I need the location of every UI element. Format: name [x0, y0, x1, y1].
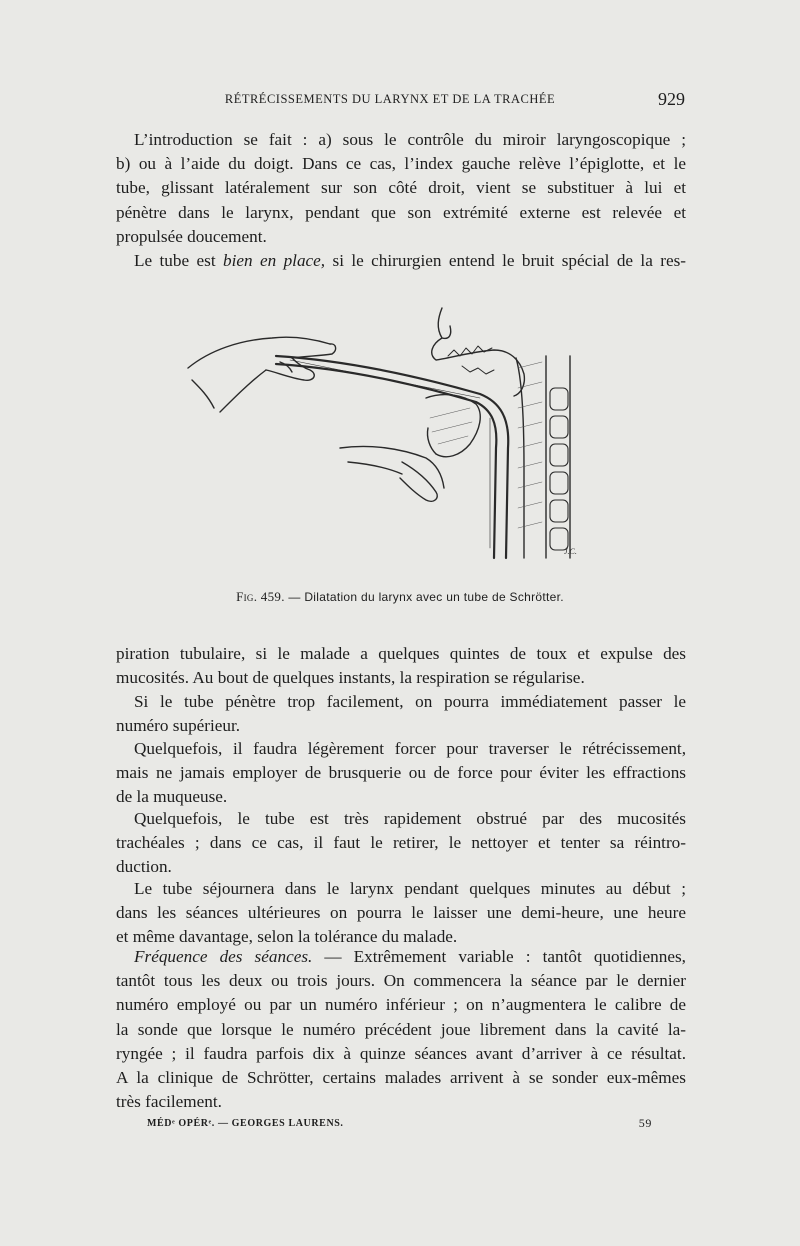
text-line: et même davantage, selon la tolérance du malade.	[116, 927, 458, 947]
text-line: Si le tube pénètre trop facilement, on pourra immédiatement passer le	[134, 692, 686, 711]
text-line: très facilement.	[116, 1092, 222, 1112]
italic-run: Fréquence des séances.	[134, 947, 313, 966]
text-line: trachéales ; dans ce cas, il faut le retirer, le nettoyer et tenter sa réintro-	[116, 833, 686, 853]
figure-label: Fig. 459.	[236, 589, 285, 604]
text-line: mais ne jamais employer de brusquerie ou de force pour éviter les effractions	[116, 763, 686, 783]
text-line: ryngée ; il faudra parfois dix à quinze séances avant d’arriver à ce résultat.	[116, 1043, 686, 1063]
page-number: 929	[658, 89, 685, 109]
text-line: Quelquefois, il faudra légèrement forcer pour traverser le rétrécissement,	[134, 739, 686, 758]
text-line	[116, 945, 686, 969]
text-line: mucosités. Au bout de quelques instants, la respiration se régularise.	[116, 668, 585, 688]
paragraph-duration	[116, 877, 686, 950]
italic-run: bien en place,	[222, 251, 326, 270]
paragraph-obstruction	[116, 807, 686, 880]
text-line: tube, glissant latéralement sur son côté droit, vient se substituer à lui et	[116, 178, 686, 198]
text-run: Le tube est	[134, 251, 223, 270]
figure-caption-text: — Dilatation du larynx avec un tube de Schrötter.	[284, 590, 564, 604]
paragraph-tube-in-place	[116, 249, 686, 273]
text-run: si le chirurgien entend le bruit spécial de la res-	[325, 251, 686, 270]
text-line: numéro supérieur.	[116, 716, 241, 736]
text-line	[116, 249, 686, 273]
running-title: RÉTRÉCISSEMENTS DU LARYNX ET DE LA TRACHÉE	[224, 92, 556, 106]
footer-author: MÉDᵉ OPÉRᵉ. — GEORGES LAURENS.	[147, 1118, 344, 1129]
text-line: de la muqueuse.	[116, 787, 228, 807]
figure-caption	[0, 589, 800, 605]
text-line: dans les séances ultérieures on pourra le laisser une demi-heure, une heure	[116, 903, 686, 923]
text-line: pénètre dans le larynx, pendant que son extrémité externe est relevée et	[116, 202, 686, 222]
paragraph-easy-pass	[116, 690, 686, 738]
signature-mark: 59	[638, 1116, 652, 1130]
paragraph-frequency	[116, 945, 686, 1114]
text-line: piration tubulaire, si le malade a quelques quintes de toux et expulse des	[116, 644, 686, 663]
text-line: propulsée doucement.	[116, 226, 267, 246]
text-line: b) ou à l’aide du doigt. Dans ce cas, l’index gauche relève l’épiglotte, et le	[116, 154, 686, 174]
text-line: A la clinique de Schrötter, certains malades arrivent à se sonder eux-mêmes	[116, 1068, 686, 1088]
paragraph-respiration	[116, 642, 686, 690]
figure-illustration	[180, 298, 600, 560]
figure-signature: J.C.	[564, 547, 577, 556]
text-line: Le tube séjournera dans le larynx pendant quelques minutes au début ;	[134, 879, 686, 898]
text-line: duction.	[116, 857, 172, 877]
text-line: numéro employé ou par un numéro inférieur ; on n’augmentera le calibre de	[116, 995, 686, 1015]
text-line: L’introduction se fait : a) sous le contrôle du miroir laryngoscopique ;	[134, 130, 686, 149]
paragraph-force	[116, 737, 686, 810]
text-line: la sonde que lorsque le numéro précédent joue librement dans la cavité la-	[116, 1019, 686, 1039]
paragraph-introduction	[116, 128, 686, 249]
page-header	[100, 89, 685, 112]
page-footer	[147, 1118, 652, 1134]
text-run: — Extrêmement variable : tantôt quotidiennes,	[312, 947, 686, 966]
text-line: Quelquefois, le tube est très rapidement obstrué par des mucosités	[134, 809, 686, 828]
text-line: tantôt tous les deux ou trois jours. On commencera la séance par le dernier	[116, 971, 686, 991]
